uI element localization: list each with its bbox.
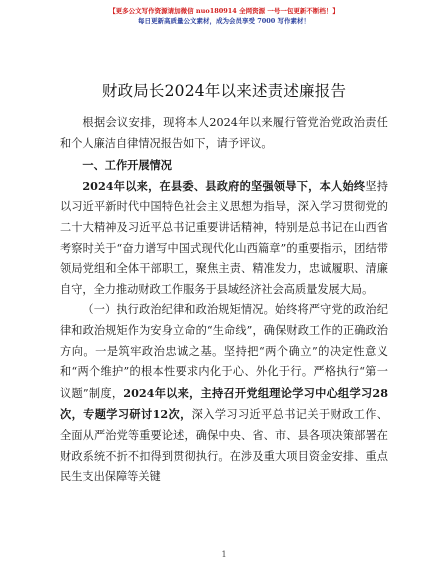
promo-banner-line-2: 每日更新高质量公文素材，成为会员享受 7000 写作素材！	[137, 17, 311, 25]
paragraph-intro: 根据会议安排，现将本人2024年以来履行管党治党政治责任和个人廉洁自律情况报告如下，请予评议。	[60, 116, 388, 150]
page-number: 1	[221, 550, 227, 559]
paragraph-political-discipline-highlight: 2024年以来，主持召开党组理论学习中心组学习28次，专题学习研讨12次，	[60, 385, 388, 422]
paragraph-overview-lead: 2024年以来，在县委、县政府的坚强领导下，本人始终	[82, 178, 366, 193]
paragraph-political-discipline-part-2: 深入学习习近平总书记关于财政工作、全面从严治党等重要论述，确保中央、省、市、县各项决策部署在财政系统不折不扣得到贯彻执行。在涉及重大项目资金安排、重点民生支出保障等关键	[60, 408, 388, 484]
paragraph-political-discipline-part-1: （一）执行政治纪律和政治规矩情况。始终将严守党的政治纪律和政治规矩作为安身立命的“生命线”，确保财政工作的正确政治方向。一是筑牢政治忠诚之基。坚持把“两个确立”的决定性意义和“两个维护”的根本性要求内化于心、外化于行。严格执行“第一议题”制度，	[60, 303, 388, 400]
document-body	[60, 113, 388, 488]
promo-banner-line-1: 【更多公文写作资源请加微信 nuo180914 全网资源 一号一包更新不断档！】	[109, 7, 339, 15]
document-title: 财政局长2024年以来述责述廉报告	[101, 82, 347, 100]
paragraph-overview-rest: 坚持以习近平新时代中国特色社会主义思想为指导，深入学习贯彻党的二十大精神及习近平总书记重要讲话精神，特别是总书记在山西省考察时关于“奋力谱写中国式现代化山西篇章”的重要指示，团结带领局党组和全体干部职工，聚焦主责、精准发力，忠诚履职、清廉自守，全力推动财政工作服务于县域经济社会高质量发展大局。	[60, 179, 388, 296]
paragraph-overview	[60, 176, 388, 301]
section-heading: 一、工作开展情况	[82, 158, 172, 173]
paragraph-political-discipline	[60, 300, 388, 487]
